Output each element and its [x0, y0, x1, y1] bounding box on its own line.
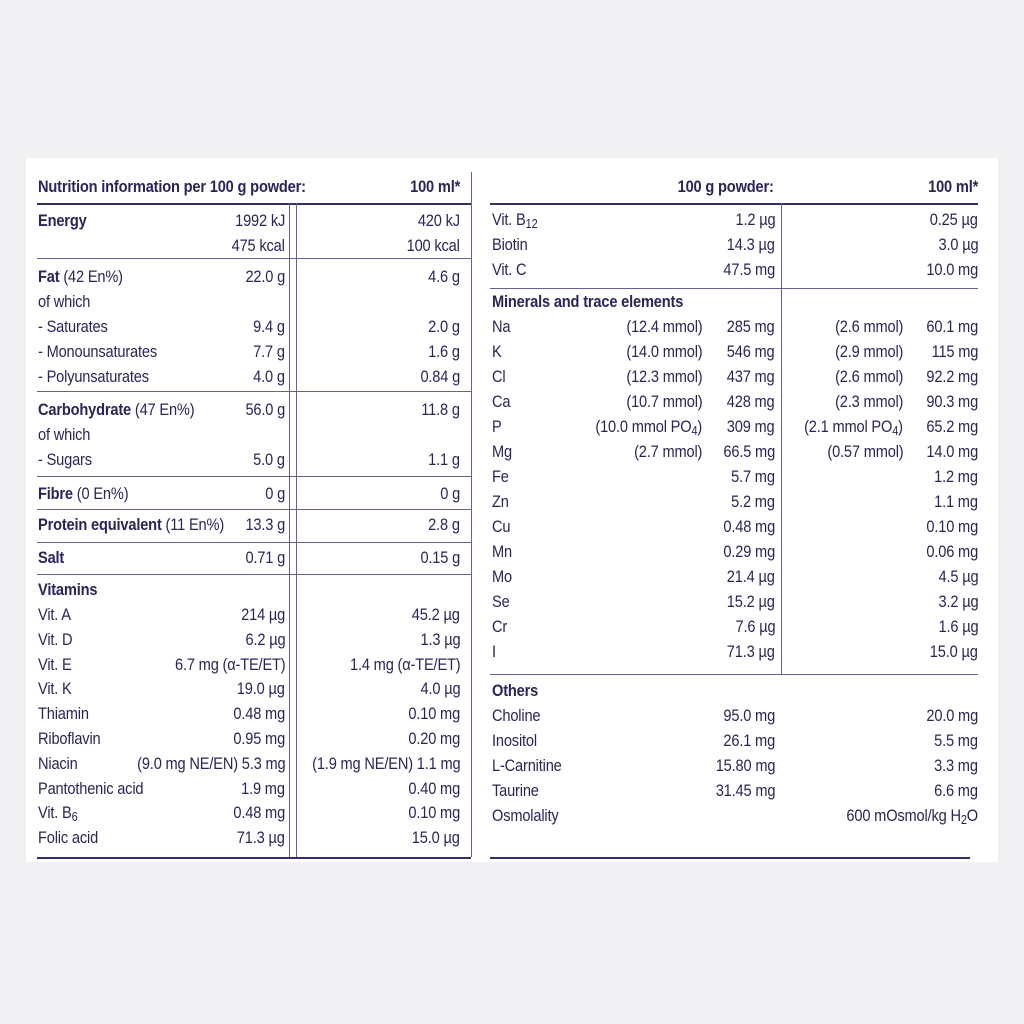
- right-column-divider: [781, 203, 782, 674]
- mineral-row-ml: 15.0 µg: [930, 642, 978, 661]
- mineral-row-ml: 60.1 mg: [926, 317, 978, 336]
- vitamin-row-label: [38, 803, 78, 823]
- fibre-label-note: (0 En%): [76, 484, 129, 503]
- vitamin-row-label-text: Vit. B: [38, 803, 72, 823]
- energy-label: Energy: [38, 211, 87, 230]
- mineral-row-powder: 285 mg: [727, 317, 775, 336]
- vitamin-row-ml: (1.9 mg NE/EN) 1.1 mg: [311, 753, 460, 773]
- fat-row-powder: 7.7 g: [253, 342, 285, 361]
- left-top-rule: [37, 203, 471, 205]
- vitamin-row-powder: (9.0 mg NE/EN) 5.3 mg: [136, 753, 285, 773]
- mineral-row-label: Mn: [492, 542, 512, 561]
- vitamin-row-ml: 1.4 mg (α-TE/ET): [349, 654, 460, 674]
- vitamin-row-label: Folic acid: [38, 828, 99, 848]
- mineral-row-ml-note: (2.6 mmol): [834, 367, 903, 386]
- mineral-row-ml: 90.3 mg: [926, 392, 978, 411]
- osmolality-value-end: O: [966, 806, 978, 825]
- vitamin-row-powder: 6.2 µg: [245, 629, 285, 649]
- fat-row-ml: 2.0 g: [428, 317, 460, 336]
- energy-kcal-powder: 475 kcal: [231, 236, 285, 255]
- others-row-ml: 3.3 mg: [934, 756, 978, 775]
- right-vitamin-label: [492, 210, 538, 230]
- mineral-row-ml: 92.2 mg: [926, 367, 978, 386]
- others-row-label: L-Carnitine: [492, 756, 562, 775]
- vitamin-row-powder: 0.48 mg: [233, 803, 285, 823]
- mineral-row-ml: 1.2 mg: [934, 467, 978, 486]
- sugars-powder: 5.0 g: [253, 450, 285, 469]
- mineral-row-ml: 1.6 µg: [938, 617, 978, 636]
- fat-row-ml: 0.84 g: [420, 367, 460, 386]
- mineral-row-ml: 1.1 mg: [934, 492, 978, 511]
- right-section-rule-0: [490, 288, 978, 289]
- mineral-row-ml-note-end: ): [898, 417, 903, 436]
- mineral-row-powder: 5.2 mg: [731, 492, 775, 511]
- osmolality-value-text: 600 mOsmol/kg H: [846, 806, 961, 825]
- mineral-row-powder: 428 mg: [727, 392, 775, 411]
- fibre-label: [38, 484, 128, 504]
- left-section-rule-4: [37, 542, 471, 543]
- protein-label-label: Protein equivalent: [38, 515, 162, 534]
- vitamin-row-powder: 6.7 mg (α-TE/ET): [174, 654, 285, 674]
- mineral-row-ml: 3.2 µg: [938, 592, 978, 611]
- others-row-ml: 6.6 mg: [934, 781, 978, 800]
- carbohydrate-of-which: of which: [38, 425, 91, 444]
- left-section-rule-0: [37, 258, 471, 259]
- others-row-ml: 20.0 mg: [926, 706, 978, 725]
- carbohydrate-label: [38, 400, 194, 420]
- mineral-row-powder-note: (12.4 mmol): [625, 317, 702, 336]
- minerals-label: Minerals and trace elements: [492, 292, 684, 311]
- fat-row-powder: 9.4 g: [253, 317, 285, 336]
- mineral-row-ml: 115 mg: [931, 342, 978, 361]
- sugars-ml: 1.1 g: [428, 450, 460, 469]
- fat-row-label: - Monounsaturates: [38, 342, 157, 361]
- others-row-label: Taurine: [492, 781, 539, 800]
- left-section-rule-3: [37, 509, 471, 510]
- vitamin-row-label-subscript: 6: [71, 809, 78, 825]
- mineral-row-powder: 71.3 µg: [727, 642, 775, 661]
- energy-kj-ml: 420 kJ: [417, 211, 460, 230]
- salt-ml: 0.15 g: [420, 548, 460, 567]
- mineral-row-label: Ca: [492, 392, 511, 411]
- right-section-rule-1: [490, 674, 978, 675]
- salt-powder: 0.71 g: [245, 548, 285, 567]
- mineral-row-powder: 546 mg: [727, 342, 775, 361]
- vitamin-row-ml: 1.3 µg: [420, 629, 460, 649]
- right-vitamin-label: Vit. C: [492, 260, 527, 279]
- mineral-row-ml: 14.0 mg: [926, 442, 978, 461]
- mineral-row-label: I: [492, 642, 496, 661]
- mineral-row-powder-note: [595, 417, 702, 437]
- vitamin-row-ml: 45.2 µg: [412, 605, 460, 624]
- mineral-row-ml-note: (2.6 mmol): [834, 317, 903, 336]
- protein-powder: 13.3 g: [245, 515, 285, 534]
- carbohydrate-label-note: (47 En%): [134, 400, 195, 419]
- protein-ml: 2.8 g: [428, 515, 460, 534]
- mineral-row-ml: 65.2 mg: [926, 417, 978, 436]
- mineral-row-ml-note: (2.9 mmol): [834, 342, 903, 361]
- mineral-row-powder: 5.7 mg: [731, 467, 775, 486]
- left-column-divider-2: [296, 203, 297, 857]
- vitamin-row-powder: 0.95 mg: [233, 729, 285, 748]
- vitamin-row-label: Pantothenic acid: [38, 778, 144, 798]
- fibre-ml: 0 g: [440, 484, 460, 503]
- mineral-row-ml: 0.06 mg: [926, 542, 978, 561]
- others-row-powder: 15.80 mg: [715, 756, 775, 775]
- fat-label-note: (42 En%): [63, 267, 123, 286]
- mineral-row-powder: 7.6 µg: [735, 617, 775, 636]
- vitamin-row-ml: 0.20 mg: [408, 729, 460, 748]
- vitamin-row-label: Vit. D: [38, 629, 73, 649]
- others-row-ml: 5.5 mg: [934, 731, 978, 750]
- mineral-row-powder: 21.4 µg: [727, 567, 775, 586]
- mineral-row-label: K: [492, 342, 502, 361]
- left-section-rule-2: [37, 476, 471, 477]
- mineral-row-ml-note: (0.57 mmol): [826, 442, 903, 461]
- others-row-label: Choline: [492, 706, 541, 725]
- others-label: Others: [492, 681, 539, 700]
- mineral-row-ml-note-subscript: 4: [892, 423, 899, 438]
- vitamin-row-label: Niacin: [38, 753, 78, 773]
- vitamin-row-powder: 71.3 µg: [237, 828, 285, 848]
- mineral-row-label: Cu: [492, 517, 511, 536]
- mineral-row-label: P: [492, 417, 502, 436]
- right-vitamin-label: Biotin: [492, 235, 528, 254]
- fat-powder: 22.0 g: [245, 267, 285, 286]
- vitamin-row-ml: 15.0 µg: [412, 828, 460, 848]
- right-vitamin-powder: 1.2 µg: [735, 210, 775, 229]
- mineral-row-powder-note-text: (10.0 mmol PO: [595, 417, 692, 436]
- header-left-title: Nutrition information per 100 g powder:: [38, 177, 306, 196]
- center-divider: [471, 172, 472, 857]
- mineral-row-ml-note-text: (2.1 mmol PO: [804, 417, 893, 436]
- fat-row-label: - Saturates: [38, 317, 108, 336]
- vitamin-row-powder: 214 µg: [241, 605, 285, 624]
- others-row-powder: 95.0 mg: [723, 706, 775, 725]
- mineral-row-ml-note: [804, 417, 903, 437]
- left-section-rule-5: [37, 574, 471, 575]
- mineral-row-ml: 0.10 mg: [926, 517, 978, 536]
- header-right-100g: 100 g powder:: [677, 177, 774, 196]
- energy-kcal-ml: 100 kcal: [406, 236, 460, 255]
- left-section-rule-1: [37, 391, 471, 392]
- vitamin-row-ml: 0.10 mg: [408, 704, 460, 724]
- right-bottom-rule: [490, 857, 970, 859]
- osmolality-label: Osmolality: [492, 806, 559, 825]
- mineral-row-label: Mg: [492, 442, 512, 461]
- mineral-row-label: Fe: [492, 467, 509, 486]
- vitamin-row-label: Thiamin: [38, 704, 89, 724]
- right-vitamin-powder: 14.3 µg: [727, 235, 775, 254]
- mineral-row-ml: 4.5 µg: [938, 567, 978, 586]
- mineral-row-label: Cr: [492, 617, 508, 636]
- left-column-divider-1: [289, 203, 290, 857]
- mineral-row-powder: 0.29 mg: [723, 542, 775, 561]
- right-top-rule: [490, 203, 978, 205]
- right-vitamin-ml: 10.0 mg: [926, 260, 978, 279]
- mineral-row-powder: 309 mg: [727, 417, 775, 436]
- protein-label: [38, 515, 224, 535]
- fat-of-which: of which: [38, 292, 91, 311]
- mineral-row-powder-note-end: ): [697, 417, 702, 436]
- vitamins-label: Vitamins: [38, 580, 98, 599]
- vitamin-row-powder: 1.9 mg: [241, 778, 285, 798]
- mineral-row-label: Se: [492, 592, 510, 611]
- salt-label: Salt: [38, 548, 65, 567]
- osmolality-value: [846, 806, 978, 826]
- energy-kj-powder: 1992 kJ: [234, 211, 285, 230]
- right-vitamin-ml: 0.25 µg: [930, 210, 978, 229]
- mineral-row-powder-note-subscript: 4: [691, 423, 698, 438]
- carbohydrate-label-label: Carbohydrate: [38, 400, 131, 419]
- vitamin-row-label: Vit. K: [38, 679, 72, 699]
- left-bottom-rule: [37, 857, 471, 859]
- fibre-powder: 0 g: [265, 484, 285, 503]
- header-left-100ml: 100 ml*: [409, 177, 460, 196]
- mineral-row-powder-note: (14.0 mmol): [625, 342, 702, 361]
- others-row-label: Inositol: [492, 731, 537, 750]
- others-row-powder: 26.1 mg: [723, 731, 775, 750]
- vitamin-row-ml: 0.40 mg: [408, 778, 460, 798]
- vitamin-row-powder: 19.0 µg: [237, 679, 285, 699]
- mineral-row-powder: 437 mg: [727, 367, 775, 386]
- mineral-row-powder: 15.2 µg: [727, 592, 775, 611]
- right-vitamin-label-text: Vit. B: [492, 210, 526, 229]
- protein-label-note: (11 En%): [165, 515, 225, 534]
- right-vitamin-ml: 3.0 µg: [938, 235, 978, 254]
- carbohydrate-powder: 56.0 g: [245, 400, 285, 419]
- mineral-row-label: Mo: [492, 567, 512, 586]
- mineral-row-ml-note: (2.3 mmol): [834, 392, 903, 411]
- mineral-row-powder: 0.48 mg: [723, 517, 775, 536]
- mineral-row-powder: 66.5 mg: [723, 442, 775, 461]
- fat-label-label: Fat: [38, 267, 60, 286]
- fat-row-label: - Polyunsaturates: [38, 367, 149, 386]
- carbohydrate-ml: 11.8 g: [421, 400, 460, 419]
- sugars-label: - Sugars: [38, 450, 92, 469]
- mineral-row-label: Zn: [492, 492, 509, 511]
- vitamin-row-ml: 4.0 µg: [420, 679, 460, 699]
- mineral-row-powder-note: (2.7 mmol): [633, 442, 702, 461]
- mineral-row-label: Cl: [492, 367, 506, 386]
- mineral-row-label: Na: [492, 317, 511, 336]
- vitamin-row-label: Vit. A: [38, 605, 71, 624]
- vitamin-row-ml: 0.10 mg: [408, 803, 460, 823]
- mineral-row-powder-note: (10.7 mmol): [625, 392, 702, 411]
- right-vitamin-powder: 47.5 mg: [723, 260, 775, 279]
- vitamin-row-powder: 0.48 mg: [233, 704, 285, 724]
- fat-ml: 4.6 g: [428, 267, 460, 286]
- fibre-label-label: Fibre: [38, 484, 73, 503]
- fat-row-ml: 1.6 g: [428, 342, 460, 361]
- right-vitamin-label-subscript: 12: [525, 216, 538, 231]
- others-row-powder: 31.45 mg: [715, 781, 775, 800]
- fat-label: [38, 267, 123, 287]
- fat-row-powder: 4.0 g: [253, 367, 285, 386]
- vitamin-row-label: Vit. E: [38, 654, 72, 674]
- header-right-100ml: 100 ml*: [927, 177, 978, 196]
- vitamin-row-label: Riboflavin: [38, 729, 101, 748]
- osmolality-value-subscript: 2: [960, 812, 967, 827]
- mineral-row-powder-note: (12.3 mmol): [625, 367, 702, 386]
